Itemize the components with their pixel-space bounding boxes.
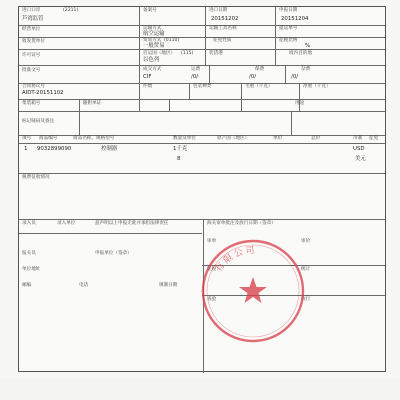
goods-qty: 1千克 <box>173 146 188 152</box>
goods-header-unit-price: 单价 <box>273 136 283 141</box>
tax-label: 税费征收情况 <box>22 175 50 180</box>
rule <box>79 111 80 135</box>
import-port-value: 芦湾监管 <box>22 16 44 22</box>
freight-value: /0/ <box>191 74 199 80</box>
review-label: 审单 <box>207 239 217 244</box>
deal-mode-label: 成交方式 <box>143 67 162 72</box>
entry-unit-label: 录入单位 <box>57 221 76 226</box>
rule <box>285 65 286 83</box>
goods-header-currency: 币制 <box>353 136 363 141</box>
audit-label: 审价 <box>301 239 311 244</box>
transport-mode-value: 航空运输 <box>143 31 165 37</box>
bill-no-label: 提运单号 <box>279 26 298 31</box>
import-date-label: 进口日期 <box>209 8 228 13</box>
rule <box>241 83 242 99</box>
phone-label: 电话 <box>79 283 89 288</box>
goods-header-origin: 原产国（地区） <box>217 136 250 141</box>
rule <box>275 7 276 37</box>
goods-currency-name: 美元 <box>355 156 366 162</box>
rule <box>189 83 190 99</box>
inspect-label: 查验 <box>207 297 217 302</box>
levy-ratio-value: % <box>305 43 311 49</box>
goods-header-qty: 数量及单位 <box>173 136 196 141</box>
rule <box>209 65 210 83</box>
rule <box>19 173 385 174</box>
goods-header-total: 总价 <box>311 136 321 141</box>
declare-unit-label: 申报单位（签章） <box>95 251 132 256</box>
reporter-label: 报关员 <box>22 251 36 256</box>
tax-collect-label: 征税 <box>207 267 217 272</box>
approval-label: 批准文号 <box>22 68 41 73</box>
fill-date-label: 填制日期 <box>159 283 178 288</box>
marks-label: 标记唛码及备注 <box>22 119 55 124</box>
release-label: 放行 <box>301 297 311 302</box>
rule <box>299 83 300 99</box>
rule <box>275 37 276 65</box>
trade-mode-label: 贸易方式 <box>143 38 162 43</box>
misc-label: 杂费 <box>301 67 311 72</box>
goods-header-code: 商品编号 <box>39 136 58 141</box>
goods-code: 9032899090 <box>37 146 72 152</box>
rule <box>291 111 292 135</box>
postcode-label: 邮编 <box>22 283 32 288</box>
rule <box>19 111 385 112</box>
deal-mode-value: CIF <box>143 74 152 80</box>
goods-item-no: 1 <box>24 146 28 152</box>
goods-header-levy: 征免 <box>369 136 379 141</box>
rule <box>169 99 170 111</box>
container-label: 集装箱号 <box>22 101 41 106</box>
rule <box>19 99 385 100</box>
unit-address-label: 单位地址 <box>22 267 41 272</box>
declare-date-label: 申报日期 <box>279 8 298 13</box>
stats-label: 统计 <box>301 267 311 272</box>
trade-mode-code: (0110) <box>164 38 180 43</box>
contract-label: 合同协议号 <box>22 84 45 89</box>
goods-header-item-no: 项号 <box>22 136 32 141</box>
goods-name: 控制器 <box>101 146 118 152</box>
package-label: 包装种类 <box>193 84 212 89</box>
origin-country-code: (115) <box>181 51 194 56</box>
destination-label: 境内目的地 <box>289 51 312 56</box>
rule <box>205 7 206 37</box>
rule <box>205 37 206 65</box>
rule <box>19 65 385 66</box>
customs-declaration-form <box>18 6 386 372</box>
origin-country-label: 启运国（地区） <box>143 51 176 56</box>
goods-currency: USD <box>353 146 365 152</box>
freight-label: 运费 <box>191 67 201 72</box>
transport-tool-label: 运输工具名称 <box>209 26 237 31</box>
entry-label: 录入员 <box>22 221 36 226</box>
rule <box>19 37 385 38</box>
levy-ratio-label: 征税比例 <box>279 38 298 43</box>
trade-mode-value: 一般贸易 <box>143 43 165 49</box>
import-date-value: 20151202 <box>211 16 239 22</box>
operator-label: 经营单位 <box>22 27 41 32</box>
declare-date-value: 20151204 <box>281 16 309 22</box>
rule <box>139 7 140 111</box>
import-port-label: 进口口岸 <box>22 8 41 13</box>
rule <box>79 99 80 111</box>
levy-label: 征免性质 <box>213 38 232 43</box>
usage-label: 用途 <box>295 101 305 106</box>
goods-qty2: 8 <box>177 156 181 162</box>
contract-value: AIDT-20151102 <box>22 90 64 96</box>
rule <box>19 49 385 50</box>
rule <box>19 143 385 144</box>
rule <box>19 233 202 234</box>
goods-header-name: 商品名称、规格型号 <box>73 136 115 141</box>
loading-port-label: 装货港 <box>209 51 223 56</box>
rule <box>19 25 385 26</box>
scan-margin <box>0 378 400 400</box>
rule <box>19 219 385 220</box>
consignee-label: 收发货单位 <box>22 39 45 44</box>
license-label: 许可证号 <box>22 53 41 58</box>
net-weight-label: 净重（千克） <box>303 84 331 89</box>
pieces-label: 件数 <box>143 84 153 89</box>
gross-weight-label: 毛重（千克） <box>245 84 273 89</box>
insurance-label: 保费 <box>255 67 265 72</box>
declaration-statement: 兹声明以上申报无讹并承担法律责任 <box>95 221 169 226</box>
import-port-code: (2211) <box>63 8 79 13</box>
docs-label: 随附单证 <box>83 101 102 106</box>
insurance-value: /0/ <box>249 74 257 80</box>
seal-ring-text: 有限公司 <box>213 245 257 275</box>
misc-value: /0/ <box>291 74 299 80</box>
transport-mode-label: 运输方式 <box>143 26 162 31</box>
record-no-label: 备案号 <box>143 8 157 13</box>
origin-country-value: 以色列 <box>143 57 160 63</box>
company-seal-stamp <box>197 235 309 347</box>
rule <box>241 99 242 111</box>
customs-remarks-label: 海关审单批注及放行日期（签章） <box>207 221 276 226</box>
